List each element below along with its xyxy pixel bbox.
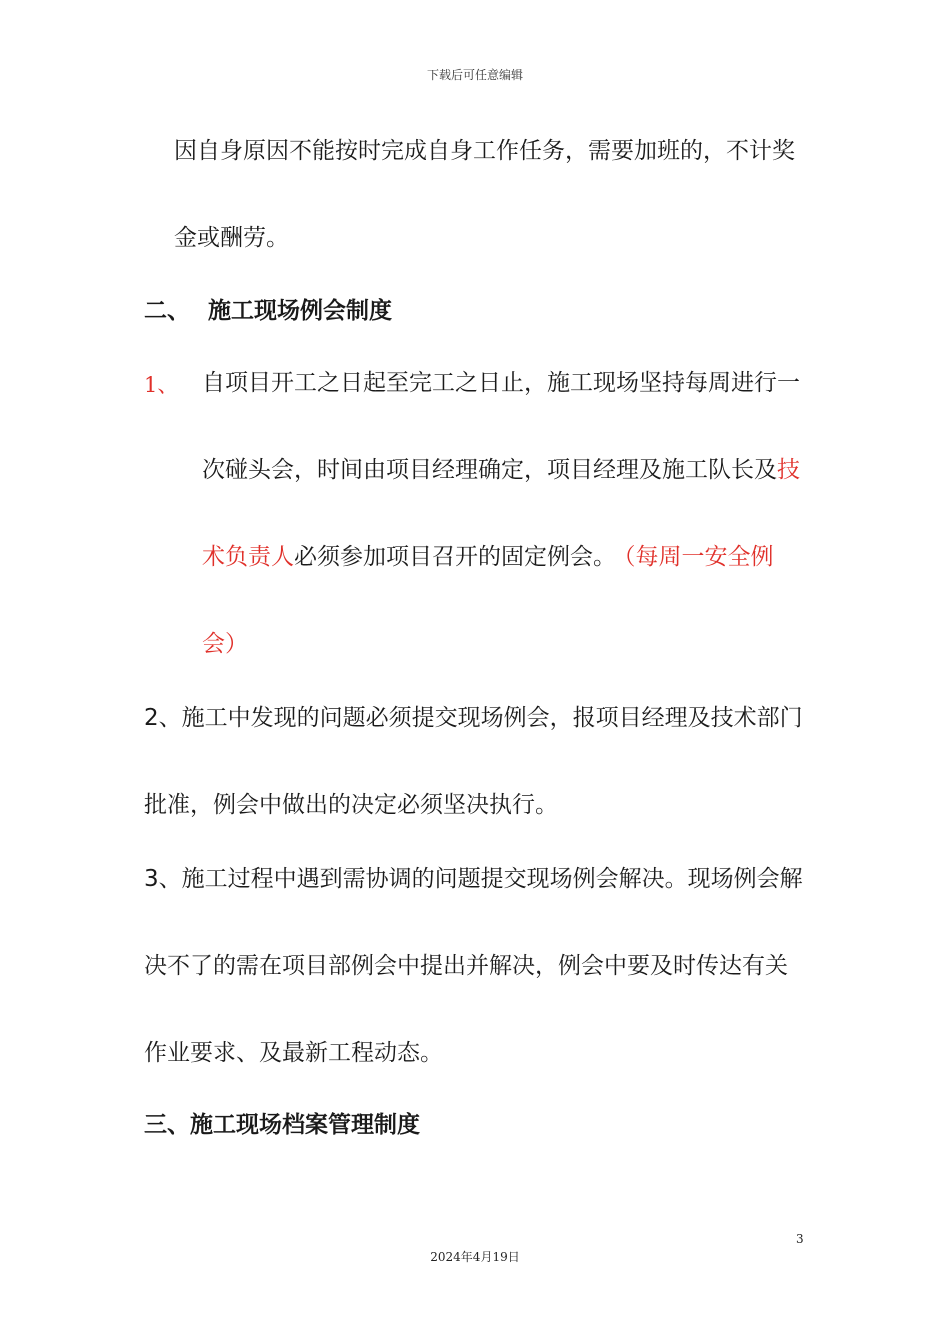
item-1-line-1: 自项目开工之日起至完工之日止，施工现场坚持每周进行一 xyxy=(202,370,800,396)
section-2-number: 二、 xyxy=(144,298,190,324)
page-number: 3 xyxy=(796,1232,804,1246)
item-1-marker: 1、 xyxy=(144,373,179,397)
item-1-line-4: 会） xyxy=(202,631,248,657)
item-1-line-3 xyxy=(202,542,774,572)
item-1-line-3-note: （每周一安全例 xyxy=(624,544,774,570)
paragraph-overtime-line-1: 因自身原因不能按时完成自身工作任务，需要加班的，不计奖 xyxy=(174,138,795,164)
page-date: 2024年4月19日 xyxy=(430,1250,520,1264)
item-1-line-2-highlight: 技 xyxy=(777,457,800,483)
item-1-line-3-highlight: 术负责人 xyxy=(202,544,294,570)
item-2-line-1: 2、施工中发现的问题必须提交现场例会，报项目经理及技术部门 xyxy=(144,705,803,731)
item-1-line-2 xyxy=(202,455,800,485)
item-3-line-2: 决不了的需在项目部例会中提出并解决，例会中要及时传达有关 xyxy=(144,953,788,979)
paragraph-overtime-line-2: 金或酬劳。 xyxy=(174,225,289,251)
section-2-title: 施工现场例会制度 xyxy=(208,298,393,324)
item-2-line-2: 批准，例会中做出的决定必须坚决执行。 xyxy=(144,792,558,818)
item-1-line-3-text: 必须参加项目召开的固定例会。 xyxy=(294,544,616,570)
page-header-note: 下载后可任意编辑 xyxy=(426,68,523,82)
section-2-heading xyxy=(144,296,392,326)
section-3-heading: 三、施工现场档案管理制度 xyxy=(144,1112,420,1138)
item-3-line-1: 3、施工过程中遇到需协调的问题提交现场例会解决。现场例会解 xyxy=(144,866,803,892)
item-3-line-3: 作业要求、及最新工程动态。 xyxy=(144,1040,443,1066)
item-1-line-2-text: 次碰头会，时间由项目经理确定，项目经理及施工队长及 xyxy=(202,457,777,483)
